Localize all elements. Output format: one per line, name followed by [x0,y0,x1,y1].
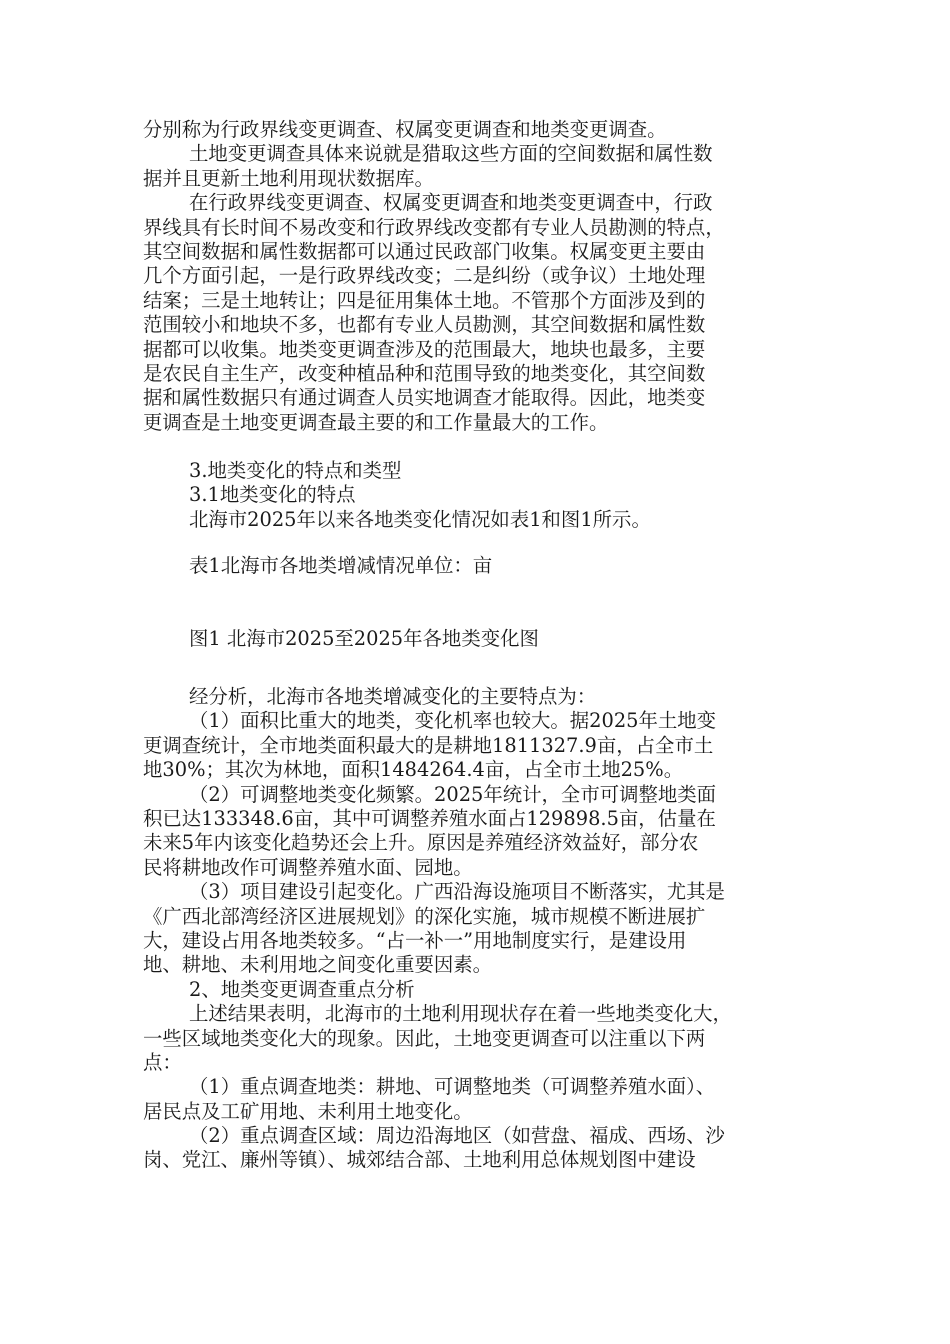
section-heading: 2、地类变更调查重点分析 [189,977,415,1001]
text-line: 分别称为行政界线变更调查、权属变更调查和地类变更调查。 [143,118,667,141]
figure-caption: 图1 北海市2025至2025年各地类变化图 [189,626,539,650]
text-line: 民将耕地改作可调整养殖水面、园地。 [143,855,473,879]
text-line: 大，建设占用各地类较多。“占一补一”用地制度实行，是建设用 [143,928,687,952]
text-line: 一些区域地类变化大的现象。因此，土地变更调查可以注重以下两 [143,1026,706,1050]
text-line: 未来5年内该变化趋势还会上升。原因是养殖经济效益好，部分农 [143,831,699,855]
text-line: 《广西北部湾经济区进展规划》的深化实施，城市规模不断进展扩 [143,904,706,928]
text-line: 更调查统计，全市地类面积最大的是耕地1811327.9亩，占全市土 [143,733,714,757]
document-page [143,118,807,1173]
text-line: 地、耕地、未利用地之间变化重要因素。 [143,953,493,977]
text-line: 结案；三是土地转让；四是征用集体土地。不管那个方面涉及到的 [143,288,706,312]
text-line: （2）重点调查区域：周边沿海地区（如营盘、福成、西场、沙 [189,1124,725,1148]
text-line: 据并且更新土地利用现状数据库。 [143,166,434,190]
text-line: 经分析，北海市各地类增减变化的主要特点为： [189,685,597,709]
text-line: （2）可调整地类变化频繁。2025年统计，全市可调整地类面 [189,782,717,806]
text-line: 点： [143,1050,182,1074]
section-heading: 3.地类变化的特点和类型 [189,459,402,483]
text-line: 其空间数据和属性数据都可以通过民政部门收集。权属变更主要由 [143,239,706,263]
text-line: 土地变更调查具体来说就是猎取这些方面的空间数据和属性数 [189,142,713,166]
table-caption: 表1北海市各地类增减情况单位：亩 [189,554,493,578]
text-line: 居民点及工矿用地、未利用土地变化。 [143,1099,473,1123]
text-line: 范围较小和地块不多，也都有专业人员勘测，其空间数据和属性数 [143,313,706,337]
subsection-heading: 3.1地类变化的特点 [189,483,356,507]
text-line: （1）重点调查地类：耕地、可调整地类（可调整养殖水面）、 [189,1075,716,1099]
text-line: 地30%；其次为林地，面积1484264.4亩，占全市土地25%。 [143,758,684,782]
text-line: （3）项目建设引起变化。广西沿海设施项目不断落实，尤其是 [189,880,725,904]
text-line: 据都可以收集。地类变更调查涉及的范围最大，地块也最多，主要 [143,337,706,361]
text-line: （1）面积比重大的地类，变化机率也较大。据2025年土地变 [189,709,717,733]
text-line: 是农民自主生产，改变种植品种和范围导致的地类变化，其空间数 [143,361,706,385]
text-line: 在行政界线变更调查、权属变更调查和地类变更调查中，行政 [189,191,713,215]
text-line: 据和属性数据只有通过调查人员实地调查才能取得。因此，地类变 [143,386,706,410]
text-line: 岗、党江、廉州等镇）、城郊结合部、土地利用总体规划图中建设 [143,1148,696,1172]
text-line: 几个方面引起，一是行政界线改变；二是纠纷（或争议）土地处理 [143,264,706,288]
text-line: 上述结果表明，北海市的土地利用现状存在着一些地类变化大， [189,1002,732,1026]
text-line: 更调查是土地变更调查最主要的和工作量最大的工作。 [143,410,609,434]
text-line: 积已达133348.6亩，其中可调整养殖水面占129898.5亩，估量在 [143,806,716,830]
text-line: 北海市2025年以来各地类变化情况如表1和图1所示。 [189,507,651,531]
text-line: 界线具有长时间不易改变和行政界线改变都有专业人员勘测的特点， [143,215,725,239]
